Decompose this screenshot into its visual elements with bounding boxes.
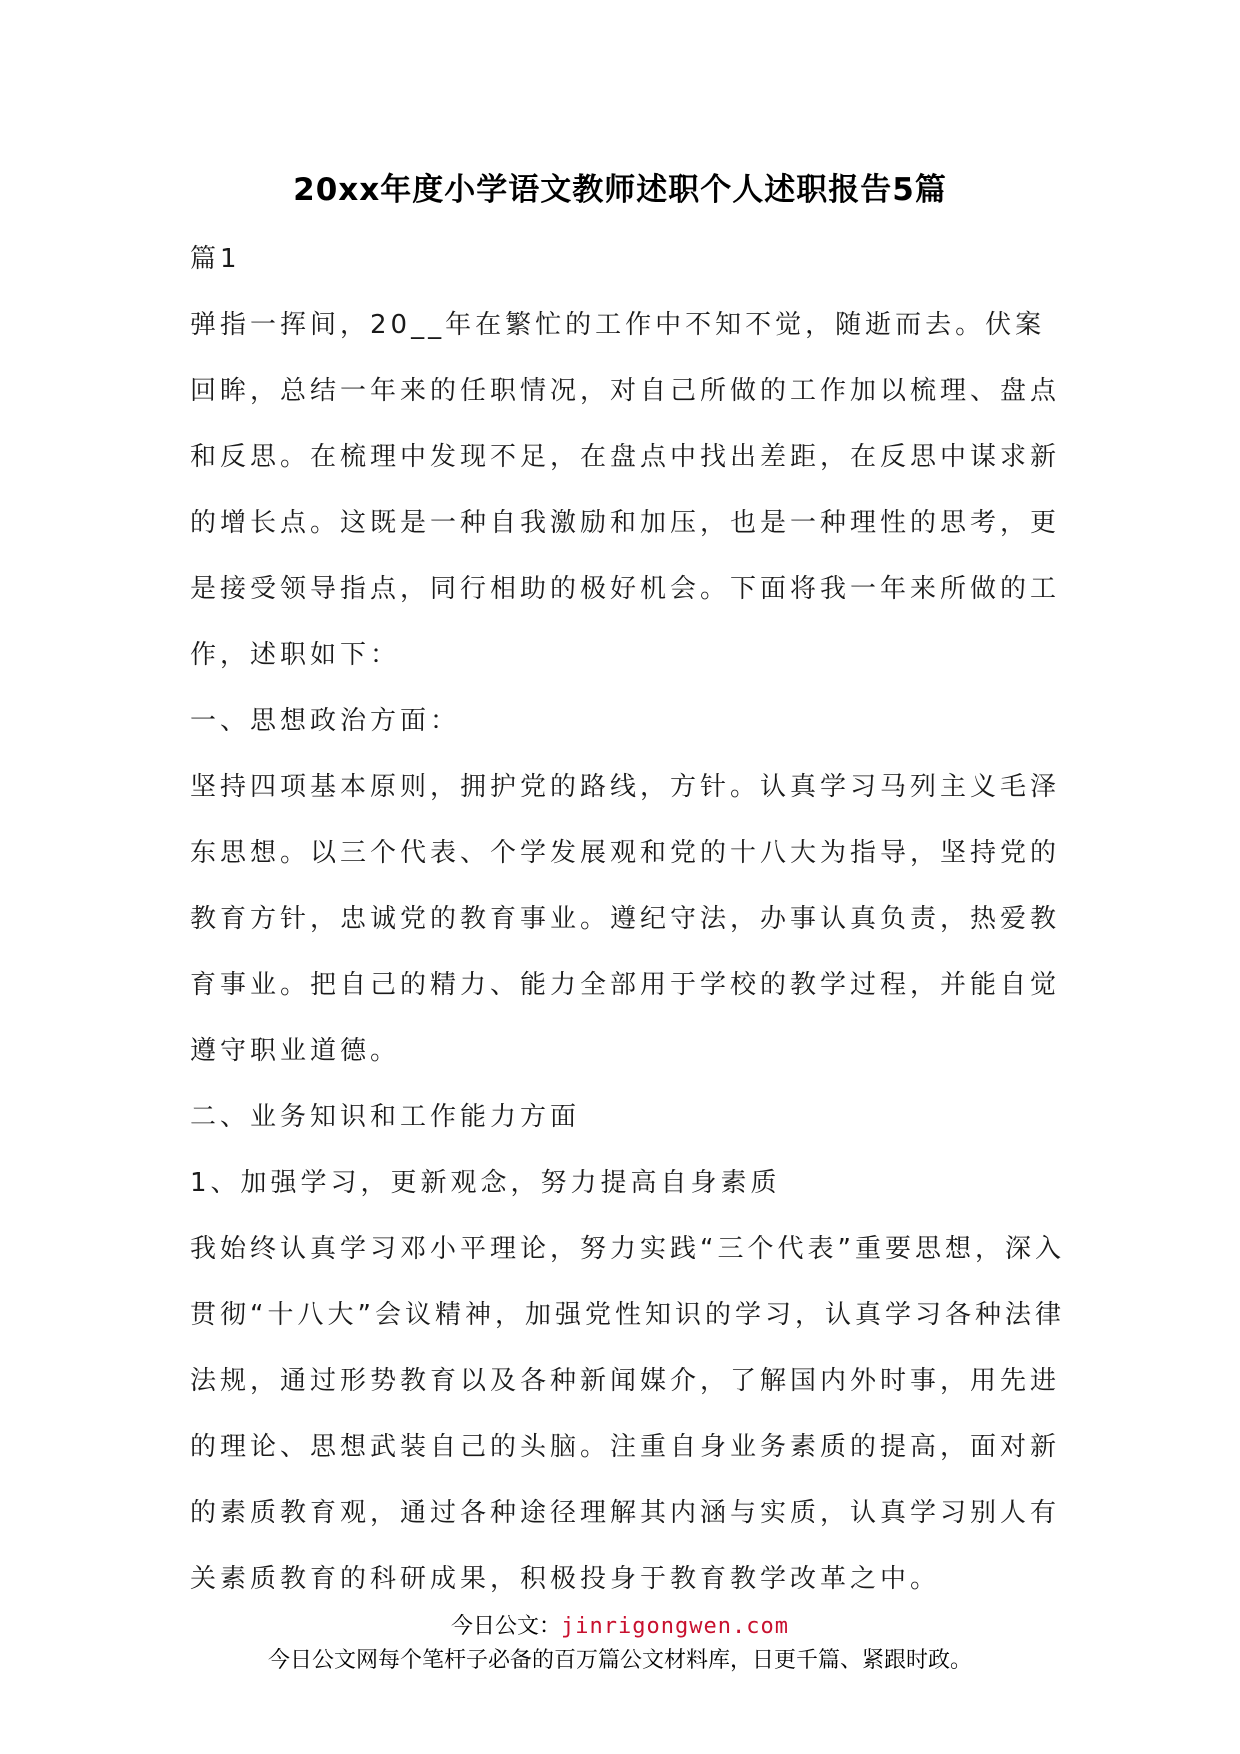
footer-site-link[interactable]: jinrigongwen.com xyxy=(561,1614,789,1639)
intro-paragraph: 弹指一挥间，20__年在繁忙的工作中不知不觉，随逝而去。伏案回眸，总结一年来的任职情况，对自己所做的工作加以梳理、盘点和反思。在梳理中发现不足，在盘点中找出差距，在反思中谋求新的增长点。这既是一种自我激励和加压，也是一种理性的思考，更是接受领导指点，同行相助的极好机会。下面将我一年来所做的工作，述职如下： xyxy=(190,310,1061,670)
section-heading: 一、思想政治方面： xyxy=(190,706,461,736)
footer-site-line xyxy=(0,1609,1240,1640)
document-title: 20xx年度小学语文教师述职个人述职报告5篇 xyxy=(293,172,947,208)
study-paragraph: 我始终认真学习邓小平理论，努力实践“三个代表”重要思想，深入贯彻“十八大”会议精神，加强党性知识的学习，认真学习各种法律法规，通过形势教育以及各种新闻媒介，了解国内外时事，用先进的理论、思想武装自己的头脑。注重自身业务素质的提高，面对新的素质教育观，通过各种途径理解其内涵与实质，认真学习别人有关素质教育的科研成果，积极投身于教育教学改革之中。 xyxy=(190,1234,1065,1594)
subsection-heading: 1、加强学习，更新观念，努力提高自身素质 xyxy=(190,1168,781,1198)
section-heading: 二、业务知识和工作能力方面 xyxy=(190,1102,581,1132)
footer-site-label: 今日公文： xyxy=(451,1614,562,1639)
document-body xyxy=(190,226,1070,1612)
section-label: 篇1 xyxy=(190,244,241,274)
footer-tagline: 今日公文网每个笔杆子必备的百万篇公文材料库，日更千篇、紧跟时政。 xyxy=(267,1648,972,1673)
political-paragraph: 坚持四项基本原则，拥护党的路线，方针。认真学习马列主义毛泽东思想。以三个代表、个学发展观和党的十八大为指导，坚持党的教育方针，忠诚党的教育事业。遵纪守法，办事认真负责，热爱教育事业。把自己的精力、能力全部用于学校的教学过程，并能自觉遵守职业道德。 xyxy=(190,772,1061,1066)
